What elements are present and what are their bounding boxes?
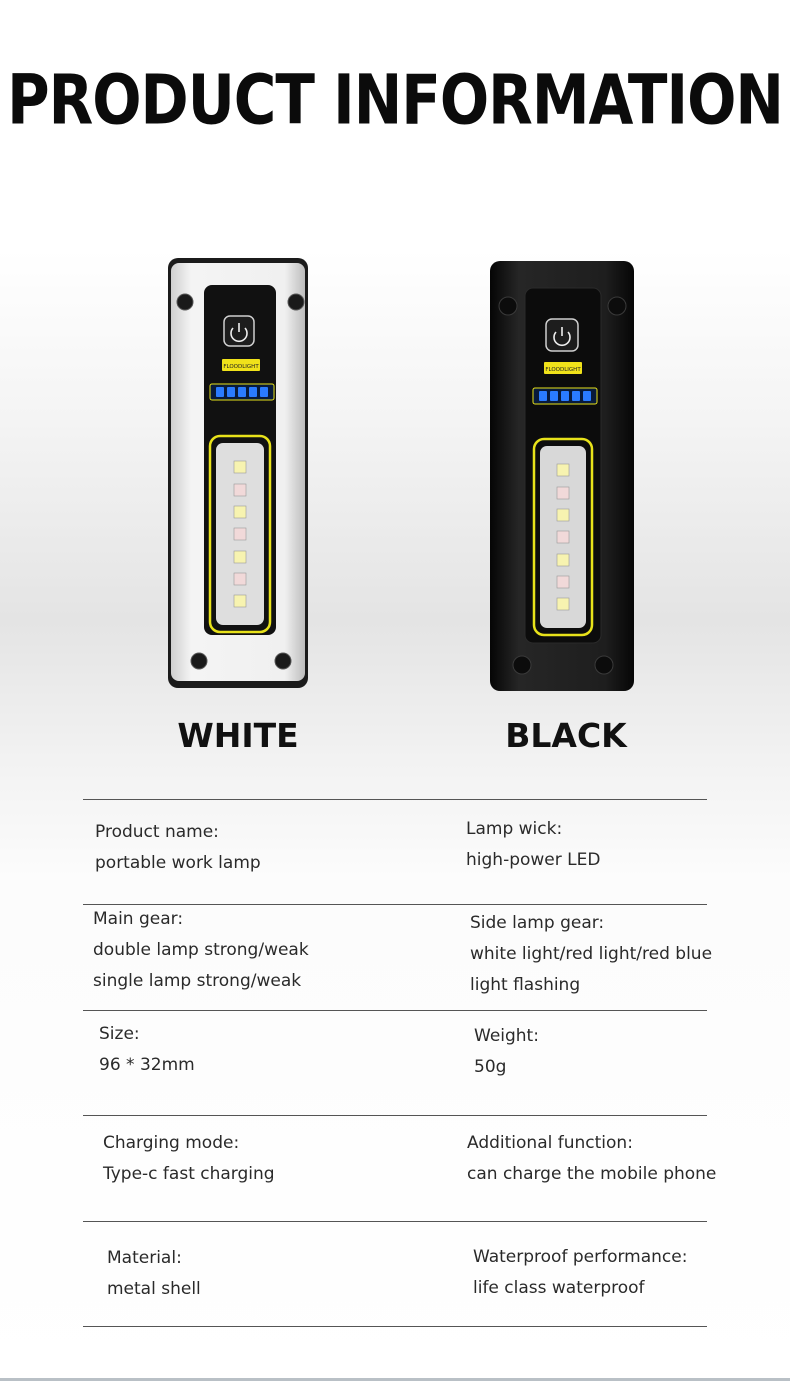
color-label-white: WHITE [177, 716, 299, 755]
spec-value: 96 * 32mm [99, 1055, 195, 1075]
spec-label: Additional function: [467, 1133, 633, 1153]
spec-value: life class waterproof [473, 1278, 645, 1298]
spec-label: Material: [107, 1248, 182, 1268]
table-divider [83, 1326, 707, 1327]
spec-additional-function [467, 1128, 716, 1190]
floodlight-badge-black: FLOODLIGHT [545, 367, 581, 373]
spec-value-line2: light flashing [470, 975, 581, 995]
power-icon [546, 319, 578, 351]
spec-value: can charge the mobile phone [467, 1164, 717, 1184]
spec-value-line2: single lamp strong/weak [93, 971, 302, 991]
spec-product-name [95, 817, 261, 879]
spec-label: Size: [99, 1024, 140, 1044]
spec-waterproof [473, 1242, 687, 1304]
lamp-image-white [166, 258, 310, 688]
spec-main-gear [93, 904, 309, 997]
spec-value: high-power LED [466, 850, 601, 870]
spec-label: Main gear: [93, 909, 184, 929]
table-divider [83, 1010, 707, 1011]
floodlight-badge-white: FLOODLIGHT [223, 364, 259, 370]
spec-value: white light/red light/red blue [470, 944, 713, 964]
spec-value: 50g [474, 1057, 507, 1077]
spec-weight [474, 1021, 539, 1083]
spec-material [107, 1243, 201, 1305]
table-divider [83, 799, 707, 800]
spec-size [99, 1019, 195, 1081]
spec-side-lamp-gear [470, 908, 712, 1001]
spec-lamp-wick [466, 814, 600, 876]
lamp-image-black [489, 261, 635, 691]
spec-value: portable work lamp [95, 853, 261, 873]
power-icon [224, 316, 254, 346]
spec-label: Waterproof performance: [473, 1247, 688, 1267]
spec-value: metal shell [107, 1279, 201, 1299]
color-label-black: BLACK [505, 716, 627, 755]
spec-label: Product name: [95, 822, 219, 842]
spec-label: Weight: [474, 1026, 539, 1046]
spec-value: double lamp strong/weak [93, 940, 309, 960]
spec-label: Charging mode: [103, 1133, 240, 1153]
spec-label: Lamp wick: [466, 819, 563, 839]
page-title: PRODUCT INFORMATION [7, 60, 783, 141]
bottom-divider [0, 1378, 790, 1381]
table-divider [83, 1115, 707, 1116]
spec-label: Side lamp gear: [470, 913, 605, 933]
spec-value: Type-c fast charging [103, 1164, 275, 1184]
table-divider [83, 1221, 707, 1222]
spec-charging-mode [103, 1128, 275, 1190]
